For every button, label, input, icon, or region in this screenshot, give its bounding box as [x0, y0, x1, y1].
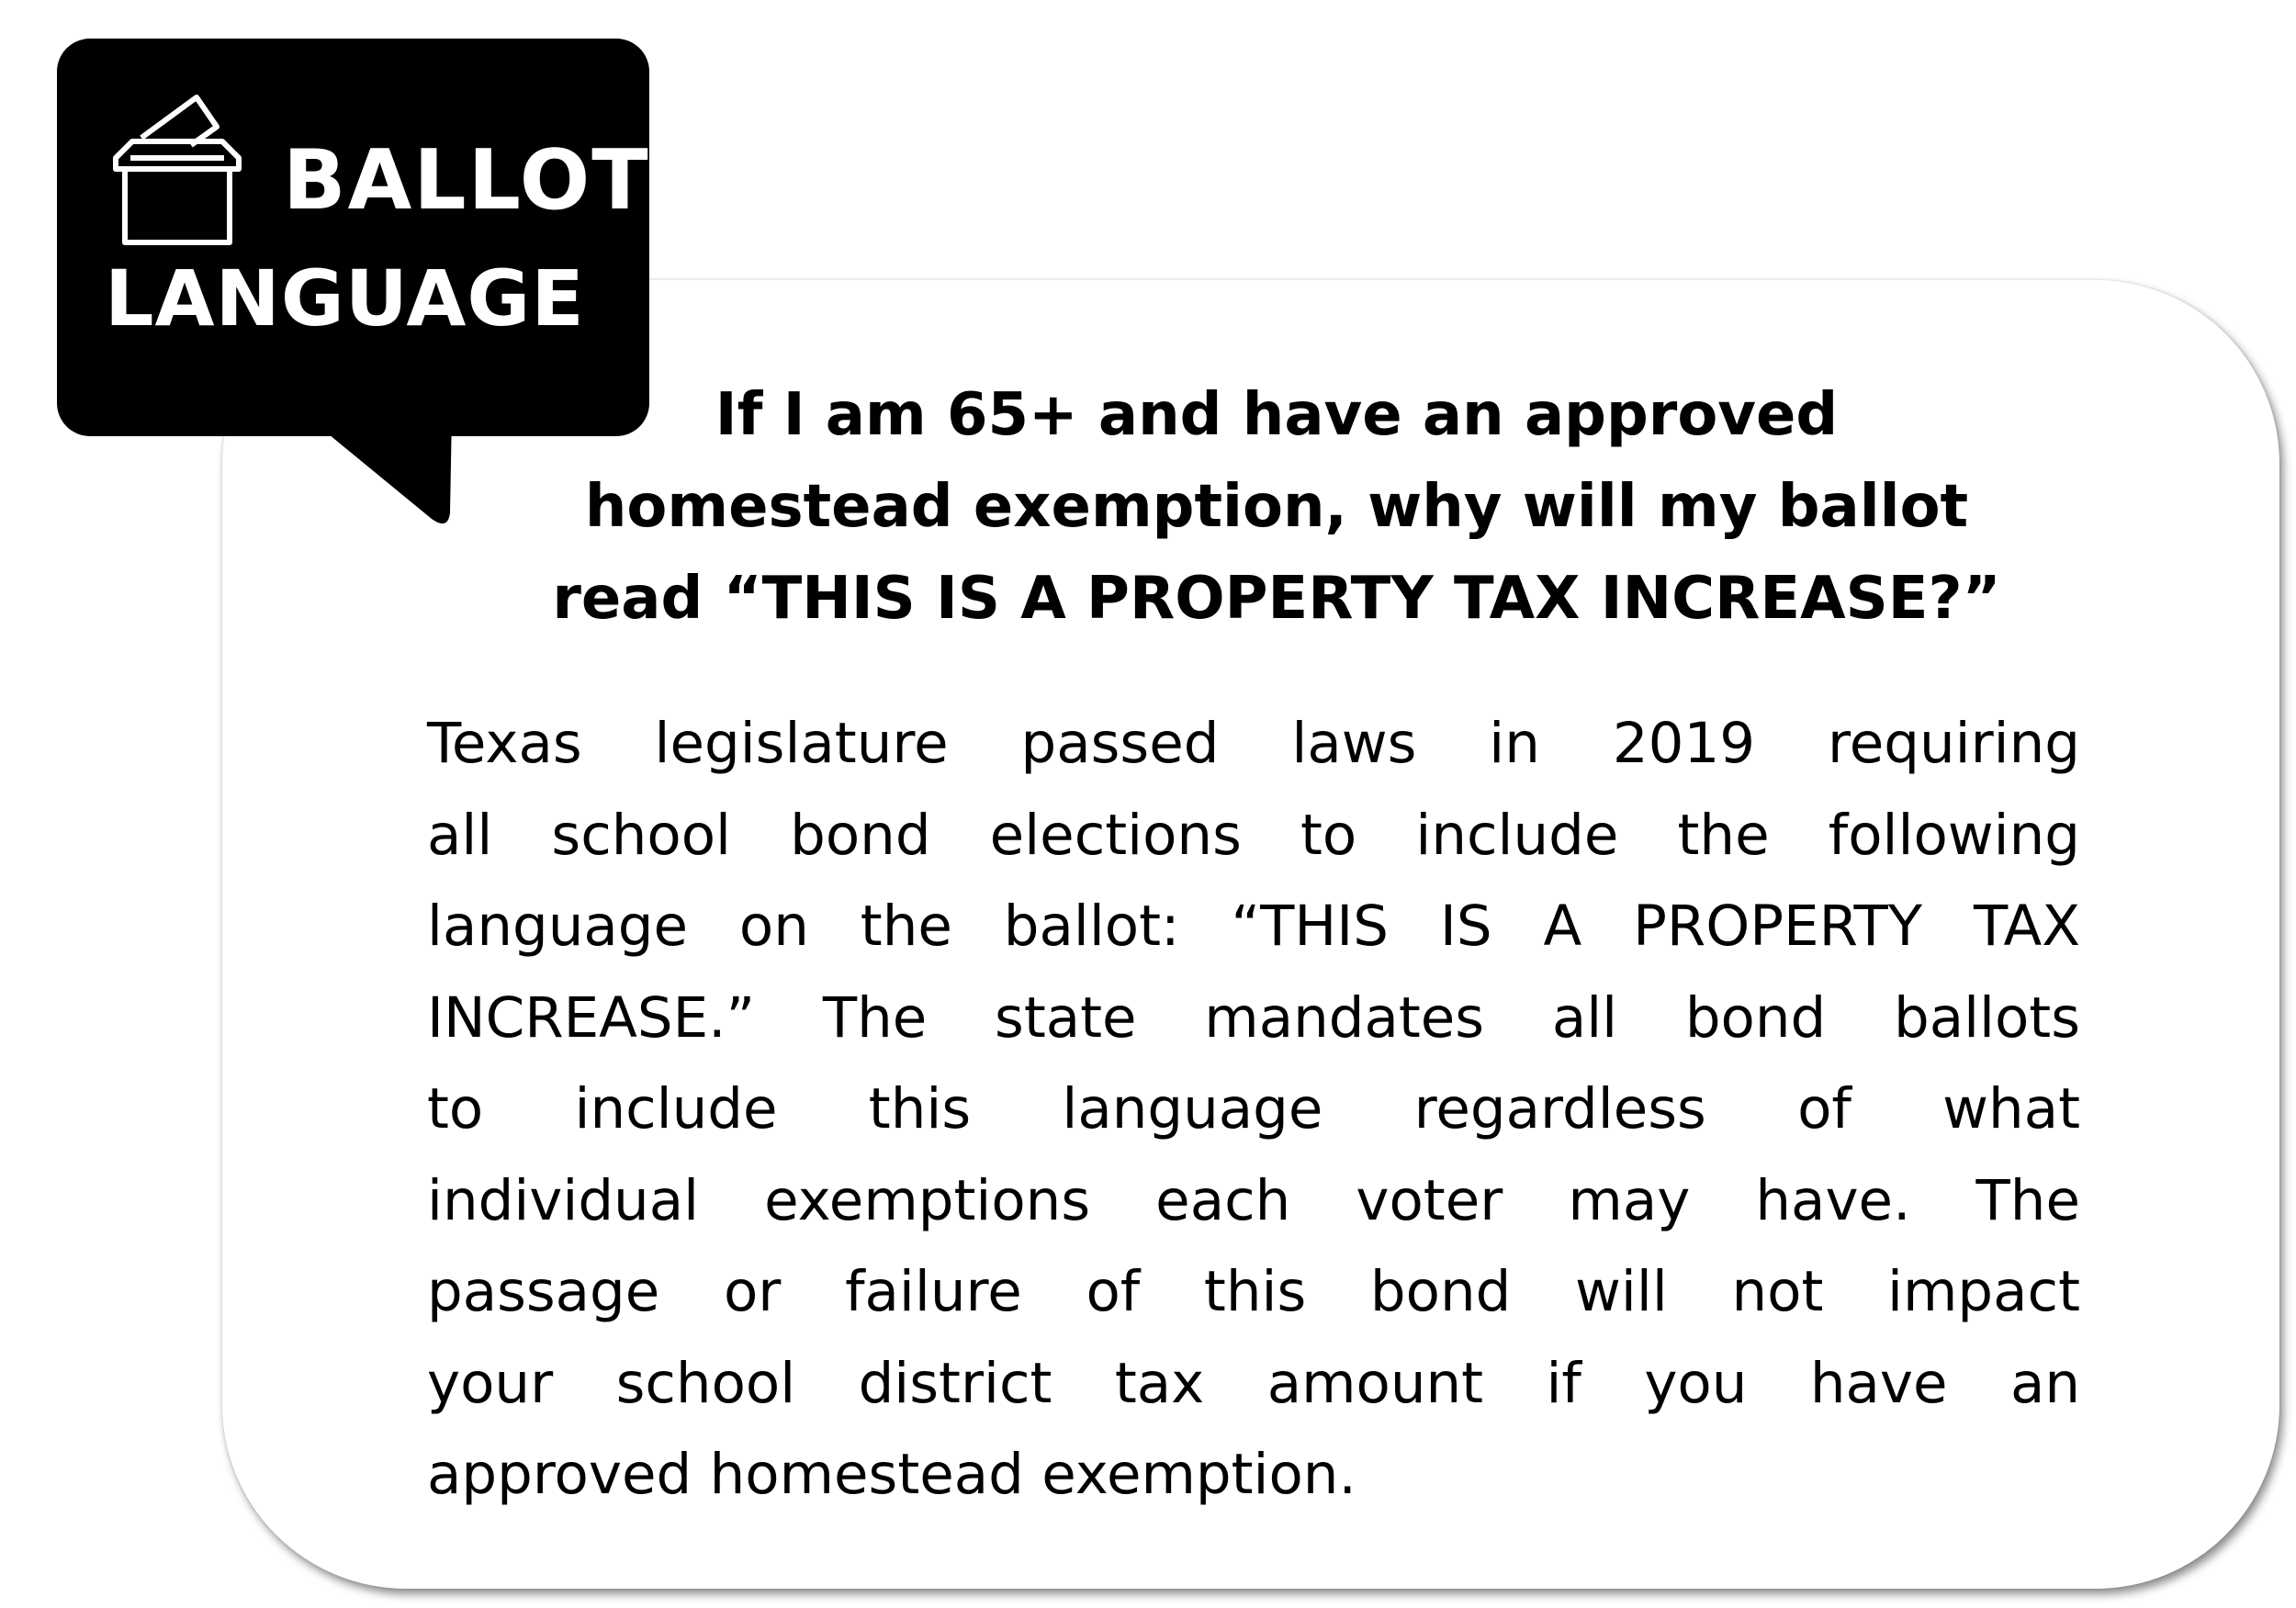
badge-title-line1: BALLOT [283, 132, 650, 229]
answer-line: Texas legislature passed laws in 2019 requiring [427, 711, 2080, 776]
answer-line: INCREASE.” The state mandates all bond ballots [427, 984, 2080, 1051]
ballot-box-icon [108, 84, 246, 248]
question-line: read “THIS IS A PROPERTY TAX INCREASE?” [552, 565, 2001, 633]
answer-line: all school bond elections to include the following [427, 802, 2080, 868]
ballot-box-body [125, 169, 230, 242]
answer-line: individual exemptions each voter may have. The [427, 1167, 2080, 1233]
badge-title-line2: LANGUAGE [105, 253, 585, 343]
question-line: If I am 65+ and have an approved [715, 381, 1839, 449]
answer-line: your school district tax amount if you have an [427, 1350, 2080, 1416]
ballot-paper [141, 97, 217, 145]
question-heading [386, 369, 2167, 645]
answer-line: approved homestead exemption. [427, 1442, 1356, 1507]
answer-line: to include this language regardless of what [427, 1076, 2080, 1141]
question-line: homestead exemption, why will my ballot [584, 473, 1969, 541]
answer-line: passage or failure of this bond will not impact [427, 1259, 2080, 1324]
answer-line: language on the ballot: “THIS IS A PROPERTY TAX [427, 894, 2080, 959]
answer-paragraph [427, 698, 2080, 1521]
